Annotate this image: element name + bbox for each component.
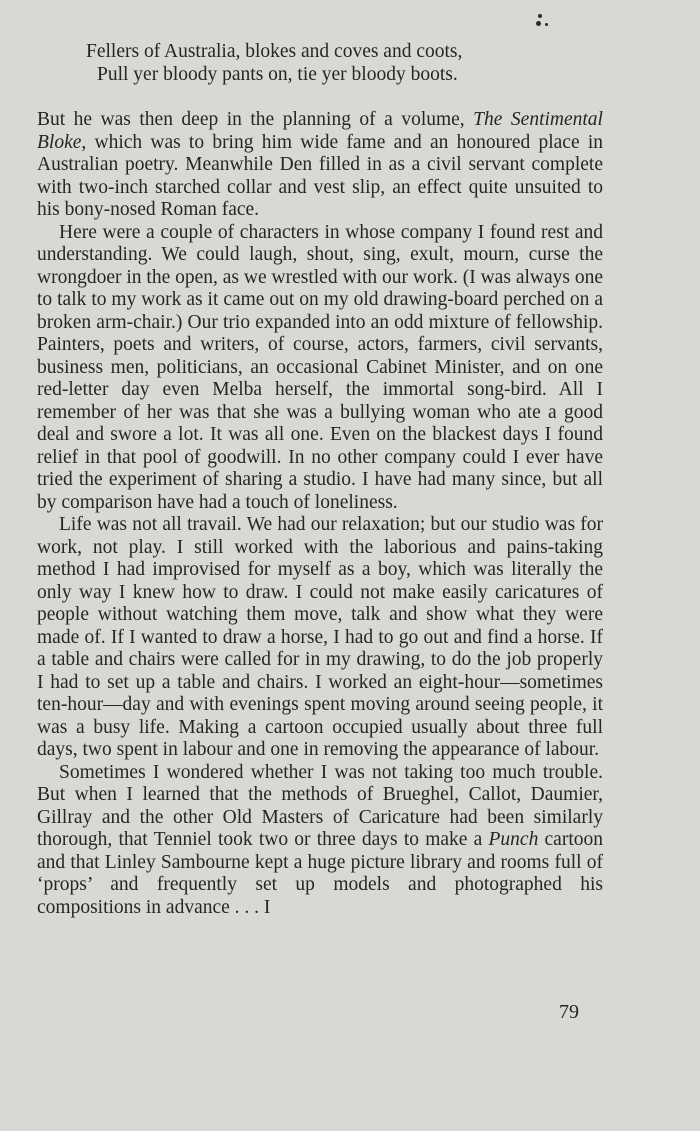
paragraph-text: cartoon and that Linley Sambourne kept a huge picture library and rooms full of ‘props’ and frequently set up models and photographed his compositions in advance . . . I: [37, 829, 603, 918]
paragraph-text: , which was to bring him wide fame and an honoured place in Australian poetry. Meanwhile Den filled in as a civil servant complete with two-inch starched collar and vest slip, an effect quite unsuited to his bony-nosed Roman face.: [37, 131, 603, 220]
paragraph-text: Sometimes I wondered whether I was not taking too much trouble. But when I learned that the methods of Brueghel, Callot, Daumier, Gillray and the other Old Masters of Caricature had been similarly thorough, that Tenniel took two or three days to make a: [37, 761, 603, 850]
paragraph: [37, 762, 603, 920]
body-text: [37, 109, 603, 919]
verse-line: Pull yer bloody pants on, tie yer bloody boots.: [97, 64, 458, 85]
ink-specks-mark: [536, 12, 556, 40]
paragraph: Life was not all travail. We had our relaxation; but our studio was for work, not play. I still worked with the laborious and pains-taking method I had improvised for myself as a boy, which was literally the only way I knew how to draw. I could not make easily caricatures of people without watching them move, talk and show what they were made of. If I wanted to draw a horse, I had to go out and find a horse. If a table and chairs were called for in my drawing, to do the job properly I had to set up a table and chairs. I worked an eight-hour—sometimes ten-hour—day and with evenings spent moving around seeing people, it was a busy life. Making a cartoon occupied usually about three full days, two spent in labour and one in removing the appearance of labour.: [37, 514, 603, 760]
paragraph-text: But he was then deep in the planning of a volume,: [37, 109, 474, 130]
publication-title: Punch: [488, 829, 539, 850]
verse-quotation: [86, 40, 462, 86]
page-number: 79: [559, 1001, 579, 1023]
paragraph: Here were a couple of characters in whose company I found rest and understanding. We could laugh, shout, sing, exult, mourn, curse the wrongdoer in the open, as we wrestled with our work. (I was always one to talk to my work as it came out on my old drawing-board perched on a broken arm-chair.) Our trio expanded into an odd mixture of fellowship. Painters, poets and writers, of course, actors, farmers, civil servants, business men, politicians, an occasional Cabinet Minister, and on one red-letter day even Melba herself, the immortal song-bird. All I remember of her was that she was a bullying woman who ate a good deal and swore a lot. It was all one. Even on the blackest days I found relief in that pool of goodwill. In no other company could I ever have tried the experiment of sharing a studio. I have had many since, but all by comparison have had a touch of loneliness.: [37, 221, 603, 513]
verse-line: Fellers of Australia, blokes and coves and coots,: [86, 41, 463, 62]
book-title: The Sentimental Bloke: [37, 109, 603, 153]
paragraph: [37, 109, 603, 222]
